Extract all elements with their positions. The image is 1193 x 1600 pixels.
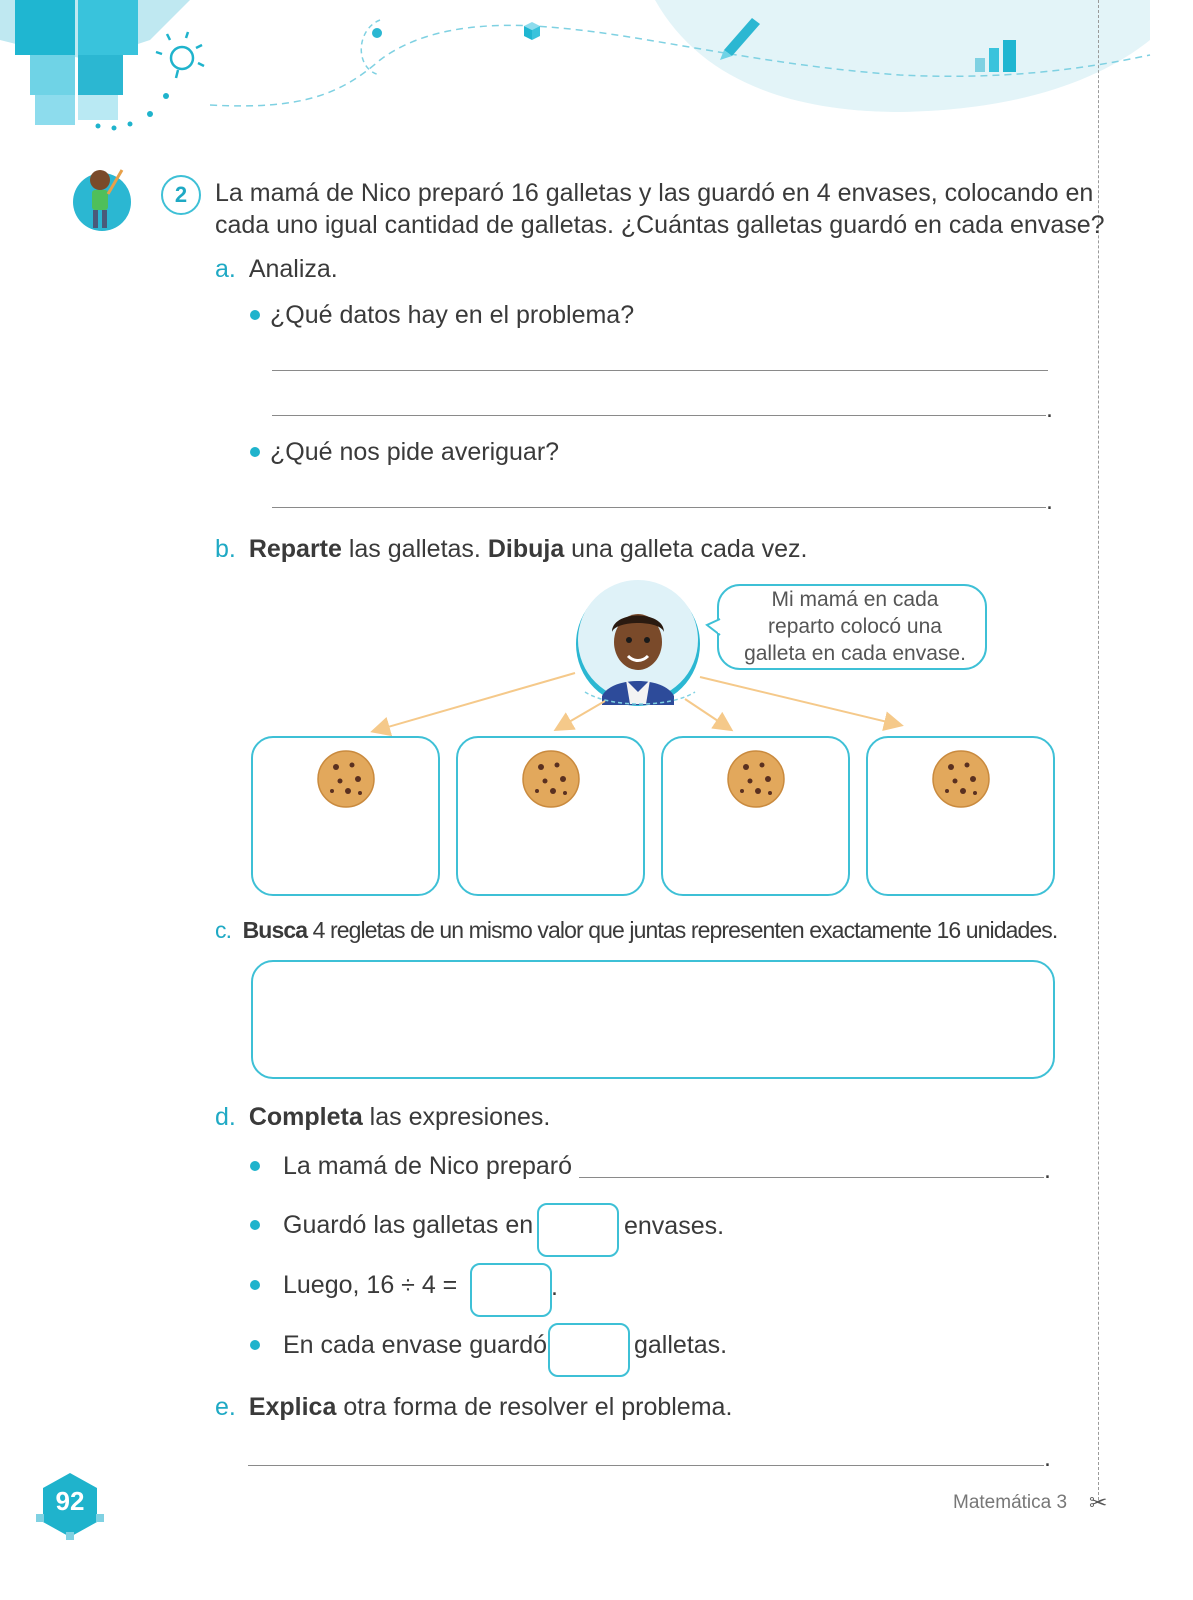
cookie-icon xyxy=(521,749,581,809)
bullet-icon xyxy=(250,1220,260,1230)
part-b-heading xyxy=(215,533,807,565)
speech-line-3: galleta en cada envase. xyxy=(744,642,966,665)
statement-containers-end: envases. xyxy=(624,1212,725,1240)
speech-line-2: reparto colocó una xyxy=(768,615,942,638)
part-b-letter: b. xyxy=(215,535,236,563)
part-a-title: Analiza. xyxy=(248,255,338,283)
period: . xyxy=(1044,1444,1051,1472)
problem-number-badge: 2 xyxy=(161,175,201,215)
bullet-icon xyxy=(250,310,260,320)
lightbulb-icon xyxy=(156,32,204,78)
statement-containers: Guardó las galletas en xyxy=(283,1211,534,1239)
scissors-icon: ✂ xyxy=(1089,1490,1108,1515)
cookie-icon xyxy=(931,749,991,809)
part-b-verb1: Reparte xyxy=(248,535,342,563)
answer-box-containers[interactable] xyxy=(537,1203,619,1257)
header-decoration xyxy=(0,0,1193,150)
part-b-text2: una galleta cada vez. xyxy=(564,535,808,563)
answer-line-1[interactable] xyxy=(272,370,1048,371)
cookie-icon xyxy=(316,749,376,809)
part-c-letter: c. xyxy=(215,917,232,943)
bullet-icon xyxy=(250,447,260,457)
bullet-icon xyxy=(250,1161,260,1171)
bullet-icon xyxy=(250,1280,260,1290)
book-title: Matemática 3 xyxy=(953,1492,1068,1513)
part-b-verb2: Dibuja xyxy=(487,535,565,563)
part-e-text: otra forma de resolver el problema. xyxy=(336,1393,733,1421)
part-b-text1: las galletas. xyxy=(341,535,488,563)
cubes-icon xyxy=(0,0,190,125)
part-c-verb: Busca xyxy=(242,917,308,943)
bullet-icon xyxy=(250,1340,260,1350)
period: . xyxy=(1046,395,1053,423)
question-data: ¿Qué datos hay en el problema? xyxy=(270,301,635,329)
cookie-icon xyxy=(726,749,786,809)
part-e-letter: e. xyxy=(215,1393,236,1421)
regletas-drawing-area[interactable] xyxy=(251,960,1055,1079)
problem-statement-line1: La mamá de Nico preparó 16 galletas y las guardó en 4 envases, colocando en xyxy=(215,179,1094,207)
period: . xyxy=(551,1273,558,1301)
answer-box-each[interactable] xyxy=(548,1323,630,1377)
statement-each-end: galletas. xyxy=(634,1331,728,1359)
part-a-letter: a. xyxy=(215,255,236,283)
part-d-text: las expresiones. xyxy=(362,1103,551,1131)
answer-line-2[interactable] xyxy=(272,415,1046,416)
distribution-arrows xyxy=(360,665,920,740)
part-e-heading xyxy=(215,1391,732,1423)
part-c-heading xyxy=(215,914,1057,946)
period: . xyxy=(1046,487,1053,515)
speech-text xyxy=(720,586,990,667)
part-d-heading xyxy=(215,1101,550,1133)
problem-statement-line2: cada uno igual cantidad de galletas. ¿Cuántas galletas guardó en cada envase? xyxy=(215,211,1105,239)
part-c-text: 4 regletas de un mismo valor que juntas representen exactamente 16 unidades. xyxy=(307,917,1058,943)
part-d-verb: Completa xyxy=(248,1103,363,1131)
statement-division: Luego, 16 ÷ 4 = xyxy=(283,1271,458,1299)
student-avatar-icon xyxy=(72,162,134,234)
statement-each: En cada envase guardó xyxy=(283,1331,548,1359)
part-a-heading xyxy=(215,253,338,285)
answer-box-division[interactable] xyxy=(470,1263,552,1317)
small-cube-icon xyxy=(524,22,540,40)
part-e-verb: Explica xyxy=(248,1393,337,1421)
part-d-letter: d. xyxy=(215,1103,236,1131)
period: . xyxy=(1044,1156,1051,1184)
answer-line-explain[interactable] xyxy=(248,1465,1044,1466)
statement-prepared: La mamá de Nico preparó xyxy=(283,1152,573,1180)
speech-line-1: Mi mamá en cada xyxy=(771,588,939,611)
answer-line-3[interactable] xyxy=(272,507,1046,508)
page-number: 92 xyxy=(55,1486,85,1516)
answer-line-prepared[interactable] xyxy=(579,1177,1044,1178)
question-find: ¿Qué nos pide averiguar? xyxy=(270,438,560,466)
